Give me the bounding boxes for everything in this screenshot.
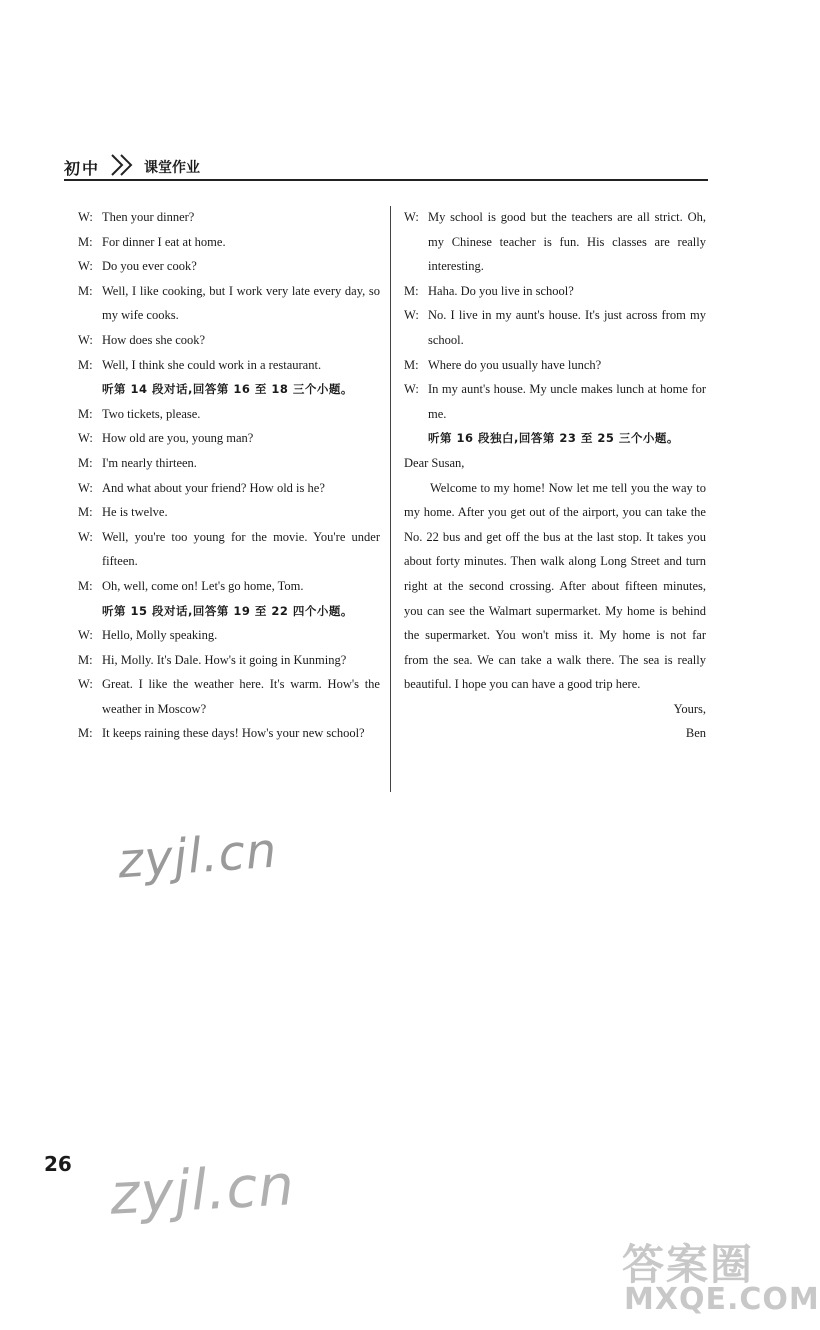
section-instruction: 听第 15 段对话,回答第 19 至 22 四个小题。	[102, 603, 353, 618]
dialogue-line	[78, 279, 380, 328]
utterance-text: Then your dinner?	[102, 210, 195, 224]
right-column	[404, 205, 706, 746]
speaker-label: W:	[78, 332, 93, 347]
utterance-text: How old are you, young man?	[102, 431, 254, 446]
speaker-label: W:	[78, 210, 93, 224]
dialogue-line	[78, 476, 380, 501]
letter-signature: Ben	[685, 726, 706, 741]
utterance-text: Two tickets, please.	[102, 406, 201, 421]
dialogue-line	[78, 230, 380, 255]
section-instruction: 听第 14 段对话,回答第 16 至 18 三个小题。	[102, 382, 353, 397]
dialogue-line	[78, 426, 380, 451]
utterance-text: Well, I think she could work in a restaurant.	[102, 357, 322, 372]
utterance-text: And what about your friend? How old is he?	[102, 480, 325, 495]
speaker-label: W:	[78, 259, 93, 274]
logo-main-text: 答案圈	[622, 1240, 755, 1289]
speaker-label: W:	[404, 308, 419, 323]
speaker-label: W:	[78, 628, 93, 643]
page-header	[64, 152, 708, 180]
letter-closing: Yours,	[673, 701, 706, 716]
speaker-label: W:	[78, 677, 93, 692]
utterance-text: Oh, well, come on! Let's go home, Tom.	[102, 578, 304, 593]
dialogue-line	[78, 254, 380, 279]
utterance-text: Hi, Molly. It's Dale. How's it going in Kunming?	[102, 652, 347, 667]
speaker-label: M:	[78, 505, 93, 520]
speaker-label: W:	[404, 382, 419, 397]
monologue-instruction: 听第 16 段独白,回答第 23 至 25 三个小题。	[428, 431, 679, 446]
header-title: 课堂作业	[144, 160, 200, 176]
dialogue-line	[404, 377, 706, 426]
utterance-text: Do you ever cook?	[102, 259, 197, 274]
utterance-text: Where do you usually have lunch?	[428, 357, 602, 372]
letter-body: Welcome to my home! Now let me tell you the way to my home. After you get out of the airport, you can take the No. 22 bus and get off the bus at the last stop. It takes you about forty minutes. Then walk along Long Street and turn right at the second crossing. After about fifteen minutes, you can see the Walmart supermarket. My home is behind the supermarket. You won't miss it. My home is not far from the sea. We can take a walk there. The sea is really beautiful. I hope you can have a good trip here.	[404, 480, 706, 692]
page-number: 26	[44, 1152, 72, 1176]
utterance-text: Great. I like the weather here. It's warm. How's the weather in Moscow?	[102, 677, 380, 716]
dialogue-line	[404, 279, 706, 304]
speaker-label: M:	[404, 357, 419, 372]
speaker-label: M:	[78, 357, 93, 372]
utterance-text: Well, I like cooking, but I work very late every day, so my wife cooks.	[102, 283, 380, 323]
site-logo	[598, 1232, 820, 1320]
utterance-text: Hello, Molly speaking.	[102, 628, 218, 643]
dialogue-line	[78, 574, 380, 599]
double-chevron-right-icon	[108, 152, 140, 178]
utterance-text: He is twelve.	[102, 505, 168, 520]
utterance-text: How does she cook?	[102, 332, 206, 347]
utterance-text: Haha. Do you live in school?	[428, 283, 574, 298]
header-rule	[64, 179, 708, 181]
utterance-text: No. I live in my aunt's house. It's just across from my school.	[428, 308, 706, 347]
utterance-text: For dinner I eat at home.	[102, 234, 226, 249]
speaker-label: M:	[78, 455, 93, 470]
watermark-text: zyjl.cn	[108, 1153, 297, 1228]
speaker-label: W:	[404, 210, 419, 224]
dialogue-line	[78, 623, 380, 648]
dialogue-line	[404, 205, 706, 279]
letter-salutation: Dear Susan,	[404, 455, 465, 470]
speaker-label: M:	[78, 234, 93, 249]
dialogue-line	[404, 353, 706, 378]
dialogue-line	[78, 353, 380, 378]
dialogue-line	[78, 500, 380, 525]
speaker-label: M:	[404, 283, 419, 298]
speaker-label: M:	[78, 726, 93, 741]
dialogue-line	[78, 451, 380, 476]
utterance-text: It keeps raining these days! How's your new school?	[102, 726, 365, 741]
dialogue-line	[78, 402, 380, 427]
dialogue-line	[78, 648, 380, 673]
dialogue-line	[78, 672, 380, 721]
right-dialogue	[404, 205, 706, 426]
dialogue-line	[78, 205, 380, 230]
utterance-text: Well, you're too young for the movie. You're under fifteen.	[102, 529, 380, 569]
speaker-label: W:	[78, 431, 93, 446]
header-level: 初中	[64, 159, 101, 178]
watermark-text: zyjl.cn	[116, 822, 280, 890]
speaker-label: M:	[78, 652, 93, 667]
dialogue-line	[78, 328, 380, 353]
dialogue-line	[78, 721, 380, 746]
dialogue-line	[78, 525, 380, 574]
column-divider	[390, 206, 391, 792]
speaker-label: M:	[78, 406, 93, 421]
logo-sub-text: MXQE.COM	[624, 1282, 820, 1317]
utterance-text: I'm nearly thirteen.	[102, 455, 197, 470]
speaker-label: W:	[78, 480, 93, 495]
utterance-text: My school is good but the teachers are all strict. Oh, my Chinese teacher is fun. His classes are really interesting.	[428, 210, 706, 274]
speaker-label: W:	[78, 529, 93, 544]
dialogue-line	[404, 303, 706, 352]
left-column	[78, 205, 380, 746]
utterance-text: In my aunt's house. My uncle makes lunch at home for me.	[428, 382, 706, 421]
speaker-label: M:	[78, 283, 93, 298]
speaker-label: M:	[78, 578, 93, 593]
